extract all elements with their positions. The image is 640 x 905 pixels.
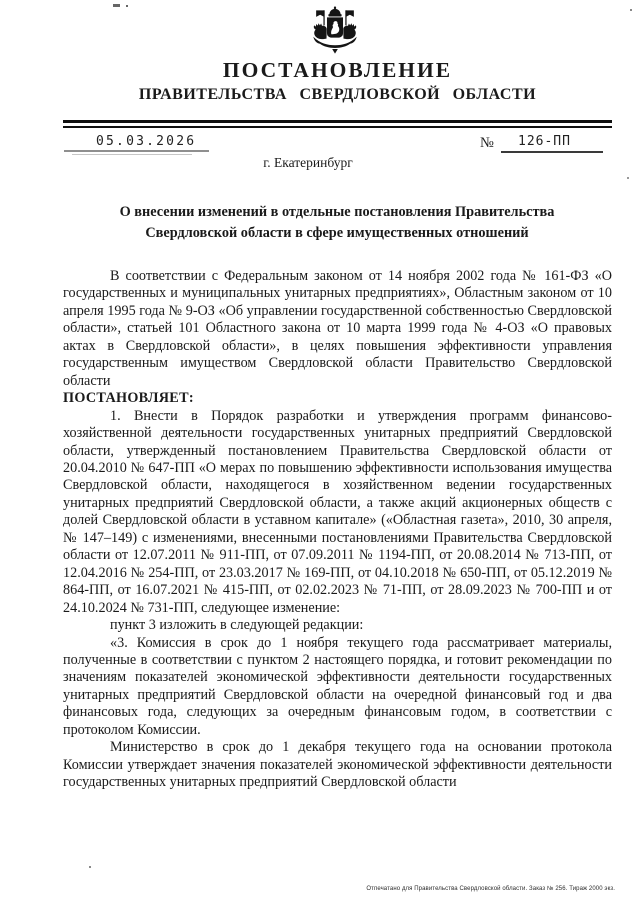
paragraph-item-1: 1. Внести в Порядок разработки и утверждения программ финансово-хозяйственной деятельности государственных унитарных предприятий Свердловской области, утвержденный постановлением Правительства Свердловской области от 20.04.2010 № 647-ПП «О мерах по повышению эффективности использования имущества Свердловской области, находящегося в хозяйственном ведении государственных унитарных предприятий Свердловской области, а также акций акционерных обществ с долей Свердловской области в уставном капитале» («Областная газета», 2010, 30 апреля, № 147–149) с изменениями, внесенными постановлениями Правительства Свердловской области от 12.07.2011 № 911-ПП, от 07.09.2011 № 1194-ПП, от 20.08.2014 № 713-ПП, от 12.04.2016 № 254-ПП, от 23.03.2017 № 169-ПП, от 04.10.2018 № 650-ПП, от 05.12.2019 № 864-ПП, от 16.07.2021 № 415-ПП, от 02.02.2023 № 71-ПП, от 28.09.2023 № 700-ПП и от 24.10.2024 № 731-ПП, следующее изменение: [63, 407, 612, 616]
header-divider [63, 120, 612, 128]
document-type-heading: ПОСТАНОВЛЕНИЕ [222, 58, 453, 82]
paragraph-preamble: В соответствии с Федеральным законом от 14 ноября 2002 года № 161-ФЗ «О государственных и муниципальных унитарных предприятиях», Областным законом от 10 апреля 1995 года № 9-ОЗ «Об управлении государственной собственностью Свердловской области», статьей 101 Областного закона от 10 марта 1999 года № 4-ОЗ «О правовых актах в Свердловской области», в целях повышения эффективности управления государственным имуществом Свердловской области Правительство Свердловской области [63, 268, 612, 389]
scan-artifact [630, 9, 632, 11]
paragraph-resolves-heading: ПОСТАНОВЛЯЕТ: [63, 390, 194, 407]
date-underline [64, 150, 209, 152]
sverdlovsk-coat-of-arms-icon [302, 5, 368, 59]
scan-artifact [627, 177, 629, 179]
paragraph-ministry: Министерство в срок до 1 декабря текущего года на основании протокола Комиссии утверждает значения показателей экономической эффективности деятельности государственных унитарных предприятий Свердловской области [63, 739, 612, 791]
authority-heading: ПРАВИТЕЛЬСТВА СВЕРДЛОВСКОЙ ОБЛАСТИ [138, 86, 537, 103]
paragraph-point-3-text: «3. Комиссия в срок до 1 ноября текущего года рассматривает материалы, полученные в соответствии с пунктом 2 настоящего порядка, и готовит рекомендации по значениям показателей экономической эффективности деятельности государственных унитарных предприятий Свердловской области на очередной финансовый год и два финансовых года, следующих за очередным финансовым годом, в соответствии с протоколом Комиссии. [63, 634, 612, 738]
number-underline [501, 151, 603, 153]
city-line: г. Екатеринбург [263, 155, 353, 170]
scan-artifact [126, 5, 128, 7]
document-date: 05.03.2026 [96, 134, 197, 149]
document-title: О внесении изменений в отдельные постановления Правительства Свердловской области в сфере имущественных отношений [119, 204, 555, 241]
document-number: 126-ПП [518, 134, 571, 149]
scan-artifact [89, 866, 91, 868]
paragraph-point-3-intro: пункт 3 изложить в следующей редакции: [110, 617, 364, 634]
scan-artifact [113, 4, 120, 7]
print-note: Отпечатано для Правительства Свердловской области. Заказ № 256. Тираж 2000 экз. [366, 886, 615, 892]
document-body [63, 268, 612, 792]
number-sign: № [480, 135, 494, 151]
